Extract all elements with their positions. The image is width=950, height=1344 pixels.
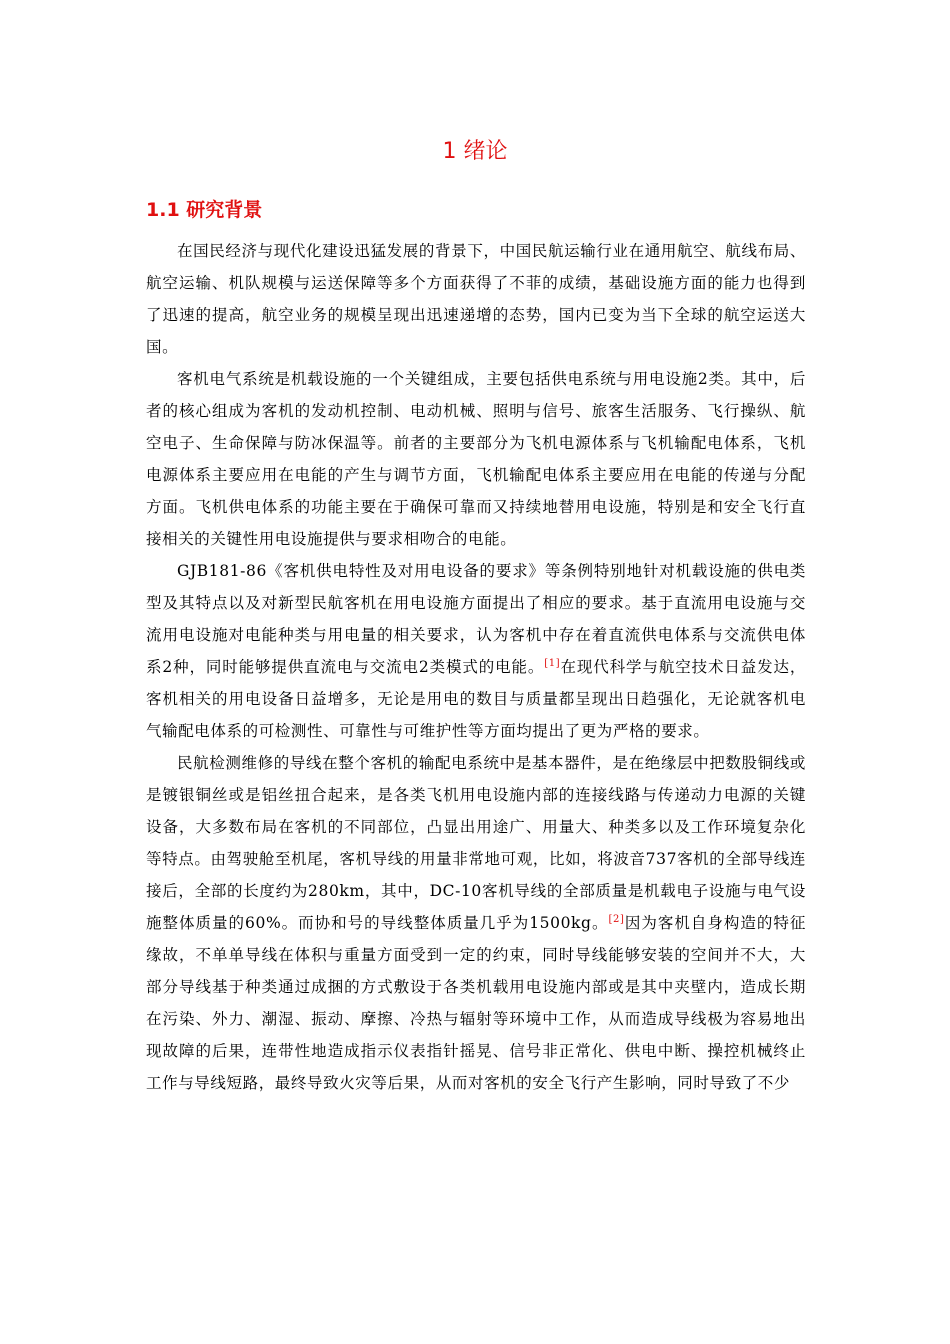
section-title: 1.1 研究背景 [146,199,263,221]
citation-2[interactable]: [2] [608,913,625,925]
chapter-title: 1 绪论 [442,139,508,164]
paragraph-text: 客机电气系统是机载设施的一个关键组成，主要包括供电系统与用电设施2类。其中，后者的核心组成为客机的发动机控制、电动机械、照明与信号、旅客生活服务、飞行操纵、航空电子、生命保障与防冰保温等。前者的主要部分为飞机电源体系与飞机输配电体系，飞机电源体系主要应用在电能的产生与调节方面，飞机输配电体系主要应用在电能的传递与分配方面。飞机供电体系的功能主要在于确保可靠而又持续地替用电设施，特别是和安全飞行直接相关的关键性用电设施提供与要求相吻合的电能。 [146,370,806,548]
paragraph-4 [146,747,806,1099]
paragraph-text: 在现代科学与航空技术日益发达，客机相关的用电设备日益增多，无论是用电的数目与质量都呈现出日趋强化，无论就客机电气输配电体系的可检测性、可靠性与可维护性等方面均提出了更为严格的要求。 [146,658,806,740]
paragraph-text: GJB181-86《客机供电特性及对用电设备的要求》等条例特别地针对机载设施的供电类型及其特点以及对新型民航客机在用电设施方面提出了相应的要求。基于直流用电设施与交流用电设施对电能种类与用电量的相关要求，认为客机中存在着直流供电体系与交流供电体系2种，同时能够提供直流电与交流电2类模式的电能。 [146,562,806,676]
paragraph-text: 在国民经济与现代化建设迅猛发展的背景下，中国民航运输行业在通用航空、航线布局、航空运输、机队规模与运送保障等多个方面获得了不菲的成绩，基础设施方面的能力也得到了迅速的提高，航空业务的规模呈现出迅速递增的态势，国内已变为当下全球的航空运送大国。 [146,242,806,356]
paragraph-1 [146,235,806,363]
paragraph-text: 因为客机自身构造的特征缘故，不单单导线在体积与重量方面受到一定的约束，同时导线能够安装的空间并不大，大部分导线基于种类通过成捆的方式敷设于各类机载用电设施内部或是其中夹壁内，造成长期在污染、外力、潮湿、振动、摩擦、冷热与辐射等环境中工作，从而造成导线极为容易地出现故障的后果，连带性地造成指示仪表指针摇晃、信号非正常化、供电中断、操控机械终止工作与导线短路，最终导致火灾等后果，从而对客机的安全飞行产生影响，同时导致了不少 [146,914,806,1092]
citation-1[interactable]: [1] [544,657,561,669]
paragraph-3 [146,555,806,747]
paragraph-2 [146,363,806,555]
paragraph-text: 民航检测维修的导线在整个客机的输配电系统中是基本器件，是在绝缘层中把数股铜线或是镀银铜丝或是铝丝扭合起来，是各类飞机用电设施内部的连接线路与传递动力电源的关键设备，大多数布局在客机的不同部位，凸显出用途广、用量大、种类多以及工作环境复杂化等特点。由驾驶舱至机尾，客机导线的用量非常地可观，比如，将波音737客机的全部导线连接后，全部的长度约为280km，其中，DC-10客机导线的全部质量是机载电子设施与电气设施整体质量的60%。而协和号的导线整体质量几乎为1500kg。 [146,754,806,932]
body-text [146,235,806,1099]
